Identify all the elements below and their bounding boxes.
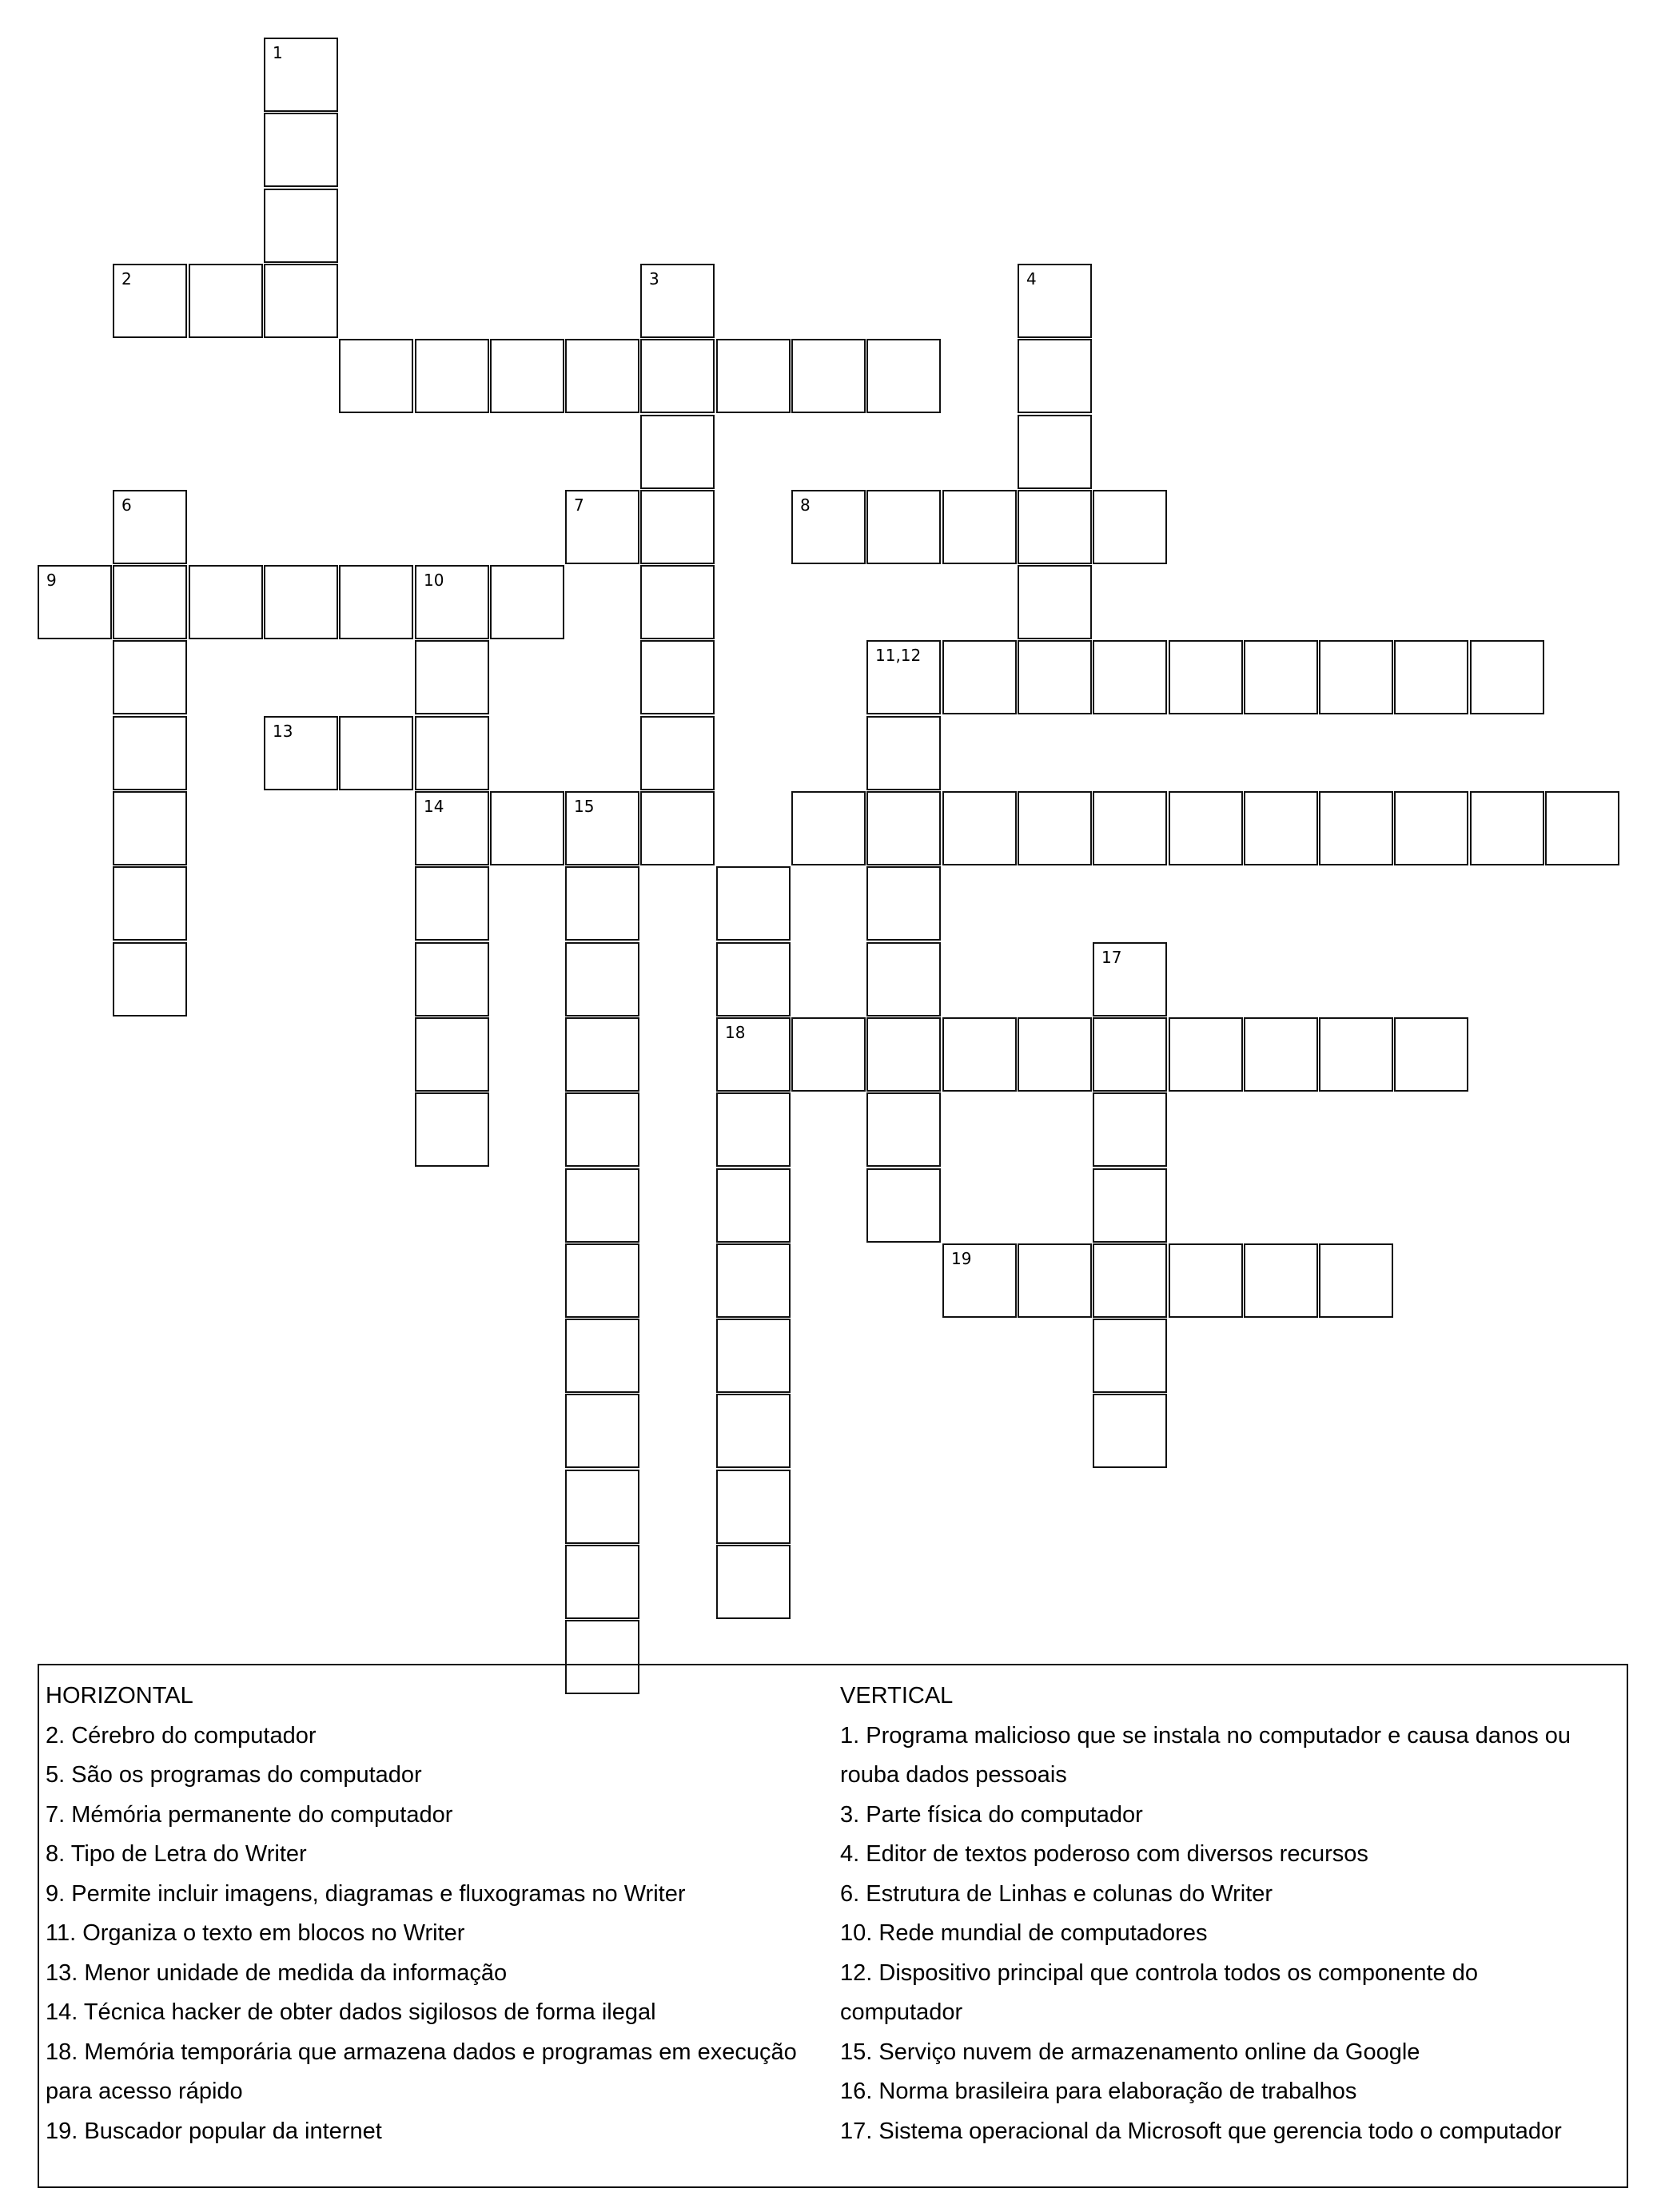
grid-cell[interactable]	[866, 490, 941, 564]
grid-cell[interactable]	[1470, 791, 1544, 865]
grid-cell[interactable]	[866, 716, 941, 790]
clue-number: 1	[273, 43, 283, 62]
horizontal-clue: 9. Permite incluir imagens, diagramas e fluxogramas no Writer	[46, 1880, 686, 1907]
grid-cell[interactable]	[415, 866, 489, 941]
horizontal-clue: 11. Organiza o texto em blocos no Writer	[46, 1920, 465, 1946]
grid-cell[interactable]	[415, 339, 489, 413]
clue-number: 11,12	[875, 646, 922, 665]
clue-number: 10	[424, 571, 444, 590]
horizontal-title: HORIZONTAL	[46, 1683, 193, 1709]
grid-cell[interactable]	[1093, 791, 1167, 865]
grid-cell[interactable]	[1093, 1319, 1167, 1393]
grid-cell[interactable]	[415, 942, 489, 1016]
grid-cell[interactable]	[1018, 264, 1092, 338]
clue-number: 3	[649, 269, 659, 288]
grid-cell[interactable]	[339, 339, 413, 413]
grid-cell[interactable]	[866, 339, 941, 413]
grid-cell[interactable]	[565, 339, 639, 413]
grid-cell[interactable]	[1470, 640, 1544, 714]
vertical-title: VERTICAL	[840, 1683, 954, 1709]
grid-cell[interactable]	[1018, 415, 1092, 489]
grid-cell[interactable]	[942, 1017, 1017, 1092]
grid-cell[interactable]	[565, 1017, 639, 1092]
grid-cell[interactable]	[791, 339, 866, 413]
grid-cell[interactable]	[640, 791, 715, 865]
vertical-clue: 12. Dispositivo principal que controla todos os componente do	[840, 1959, 1478, 1986]
grid-cell[interactable]	[1319, 640, 1393, 714]
grid-cell[interactable]	[716, 1092, 791, 1167]
grid-cell[interactable]	[640, 339, 715, 413]
grid-cell[interactable]	[1018, 565, 1092, 639]
grid-cell[interactable]	[264, 264, 338, 338]
grid-cell[interactable]	[716, 1017, 791, 1092]
clue-number: 9	[46, 571, 57, 590]
grid-cell[interactable]	[1244, 1017, 1318, 1092]
grid-cell[interactable]	[640, 415, 715, 489]
grid-cell[interactable]	[264, 38, 338, 112]
clue-number: 7	[574, 495, 584, 515]
clue-number: 18	[725, 1023, 746, 1042]
grid-cell[interactable]	[640, 640, 715, 714]
grid-cell[interactable]	[264, 189, 338, 263]
grid-cell[interactable]	[1018, 1017, 1092, 1092]
horizontal-clues	[46, 1677, 845, 2151]
grid-cell[interactable]	[716, 1243, 791, 1318]
grid-cell[interactable]	[1093, 1017, 1167, 1092]
grid-cell[interactable]	[113, 640, 187, 714]
clue-number: 19	[951, 1249, 972, 1268]
grid-cell[interactable]	[1093, 942, 1167, 1016]
vertical-clue: rouba dados pessoais	[840, 1762, 1067, 1788]
grid-cell[interactable]	[1018, 1243, 1092, 1318]
grid-cell[interactable]	[716, 339, 791, 413]
grid-cell[interactable]	[640, 716, 715, 790]
grid-cell[interactable]	[1018, 490, 1092, 564]
grid-cell[interactable]	[415, 565, 489, 639]
grid-cell[interactable]	[866, 1168, 941, 1243]
grid-cell[interactable]	[565, 791, 639, 865]
grid-cell[interactable]	[113, 490, 187, 564]
grid-cell[interactable]	[113, 565, 187, 639]
grid-cell[interactable]	[716, 1168, 791, 1243]
horizontal-clue: 19. Buscador popular da internet	[46, 2118, 382, 2144]
horizontal-clue: 7. Mémória permanente do computador	[46, 1801, 453, 1828]
grid-cell[interactable]	[1169, 1243, 1243, 1318]
grid-cell[interactable]	[113, 942, 187, 1016]
clue-number: 17	[1101, 948, 1122, 967]
grid-cell[interactable]	[866, 942, 941, 1016]
horizontal-clue: 8. Tipo de Letra do Writer	[46, 1841, 307, 1867]
horizontal-clue: 14. Técnica hacker de obter dados sigilosos de forma ilegal	[46, 1999, 656, 2025]
grid-cell[interactable]	[1394, 1017, 1468, 1092]
clue-number: 13	[273, 722, 293, 741]
grid-cell[interactable]	[113, 791, 187, 865]
grid-cell[interactable]	[866, 791, 941, 865]
grid-cell[interactable]	[866, 866, 941, 941]
grid-cell[interactable]	[1093, 490, 1167, 564]
grid-cell[interactable]	[1244, 791, 1318, 865]
grid-cell[interactable]	[942, 791, 1017, 865]
grid-cell[interactable]	[1169, 640, 1243, 714]
grid-cell[interactable]	[490, 339, 564, 413]
grid-cell[interactable]	[264, 113, 338, 187]
horizontal-clue: para acesso rápido	[46, 2079, 243, 2104]
grid-cell[interactable]	[866, 1017, 941, 1092]
grid-cell[interactable]	[1093, 640, 1167, 714]
grid-cell[interactable]	[1018, 640, 1092, 714]
grid-cell[interactable]	[565, 1319, 639, 1393]
vertical-clue: 17. Sistema operacional da Microsoft que gerencia todo o computador	[840, 2118, 1562, 2144]
grid-cell[interactable]	[189, 565, 263, 639]
grid-cell[interactable]	[1018, 339, 1092, 413]
grid-cell[interactable]	[1394, 640, 1468, 714]
grid-cell[interactable]	[565, 1394, 639, 1468]
grid-cell[interactable]	[942, 640, 1017, 714]
grid-cell[interactable]	[640, 565, 715, 639]
vertical-clue: computador	[840, 1999, 963, 2025]
grid-cell[interactable]	[113, 866, 187, 941]
vertical-clue: 16. Norma brasileira para elaboração de trabalhos	[840, 2079, 1357, 2104]
clue-number: 15	[574, 797, 595, 816]
vertical-clue: 1. Programa malicioso que se instala no computador e causa danos ou	[840, 1722, 1571, 1749]
grid-cell[interactable]	[791, 490, 866, 564]
clues-box	[38, 1664, 1628, 2188]
grid-cell[interactable]	[264, 565, 338, 639]
clue-number: 4	[1026, 269, 1037, 288]
vertical-clue: 15. Serviço nuvem de armazenamento online da Google	[840, 2039, 1420, 2065]
grid-cell[interactable]	[1545, 791, 1619, 865]
grid-cell[interactable]	[866, 1092, 941, 1167]
grid-cell[interactable]	[716, 1319, 791, 1393]
grid-cell[interactable]	[716, 942, 791, 1016]
grid-cell[interactable]	[640, 264, 715, 338]
vertical-clue: 3. Parte física do computador	[840, 1801, 1143, 1828]
grid-cell[interactable]	[565, 490, 639, 564]
clue-number: 8	[800, 495, 811, 515]
grid-cell[interactable]	[113, 264, 187, 338]
clue-number: 2	[121, 269, 132, 288]
grid-cell[interactable]	[339, 716, 413, 790]
grid-cell[interactable]	[942, 490, 1017, 564]
vertical-clue: 10. Rede mundial de computadores	[840, 1920, 1208, 1946]
vertical-clues	[840, 1677, 1623, 2151]
grid-cell[interactable]	[113, 716, 187, 790]
grid-cell[interactable]	[1018, 791, 1092, 865]
grid-cell[interactable]	[1244, 1243, 1318, 1318]
grid-cell[interactable]	[565, 1243, 639, 1318]
grid-cell[interactable]	[716, 1545, 791, 1619]
grid-cell[interactable]	[38, 565, 112, 639]
grid-cell[interactable]	[565, 1470, 639, 1544]
horizontal-clue: 13. Menor unidade de medida da informação	[46, 1959, 508, 1986]
grid-cell[interactable]	[264, 716, 338, 790]
grid-cell[interactable]	[490, 791, 564, 865]
grid-cell[interactable]	[716, 1394, 791, 1468]
grid-cell[interactable]	[415, 791, 489, 865]
clue-number: 6	[121, 495, 132, 515]
vertical-clue: 6. Estrutura de Linhas e colunas do Writer	[840, 1880, 1273, 1907]
horizontal-clue: 18. Memória temporária que armazena dados e programas em execução	[46, 2039, 797, 2065]
horizontal-clue: 2. Cérebro do computador	[46, 1722, 317, 1749]
grid-cell[interactable]	[1319, 1243, 1393, 1318]
grid-cell[interactable]	[791, 1017, 866, 1092]
grid-cell[interactable]	[1093, 1243, 1167, 1318]
grid-cell[interactable]	[1169, 1017, 1243, 1092]
grid-cell[interactable]	[565, 1092, 639, 1167]
clue-number: 14	[424, 797, 444, 816]
horizontal-clue: 5. São os programas do computador	[46, 1762, 422, 1788]
grid-cell[interactable]	[1093, 1092, 1167, 1167]
grid-cell[interactable]	[565, 866, 639, 941]
grid-cell[interactable]	[415, 1092, 489, 1167]
grid-cell[interactable]	[716, 1470, 791, 1544]
grid-cell[interactable]	[791, 791, 866, 865]
grid-cell[interactable]	[490, 565, 564, 639]
grid-cell[interactable]	[716, 866, 791, 941]
grid-cell[interactable]	[640, 490, 715, 564]
grid-cell[interactable]	[565, 1545, 639, 1619]
grid-cell[interactable]	[1244, 640, 1318, 714]
grid-cell[interactable]	[1169, 791, 1243, 865]
grid-cell[interactable]	[1319, 791, 1393, 865]
grid-cell[interactable]	[1394, 791, 1468, 865]
grid-cell[interactable]	[189, 264, 263, 338]
grid-cell[interactable]	[1093, 1168, 1167, 1243]
grid-cell[interactable]	[415, 1017, 489, 1092]
grid-cell[interactable]	[339, 565, 413, 639]
grid-cell[interactable]	[565, 942, 639, 1016]
grid-cell[interactable]	[1093, 1394, 1167, 1468]
grid-cell[interactable]	[866, 640, 941, 714]
vertical-clue: 4. Editor de textos poderoso com diversos recursos	[840, 1841, 1368, 1867]
grid-cell[interactable]	[942, 1243, 1017, 1318]
grid-cell[interactable]	[415, 640, 489, 714]
grid-cell[interactable]	[565, 1168, 639, 1243]
grid-cell[interactable]	[415, 716, 489, 790]
grid-cell[interactable]	[1319, 1017, 1393, 1092]
